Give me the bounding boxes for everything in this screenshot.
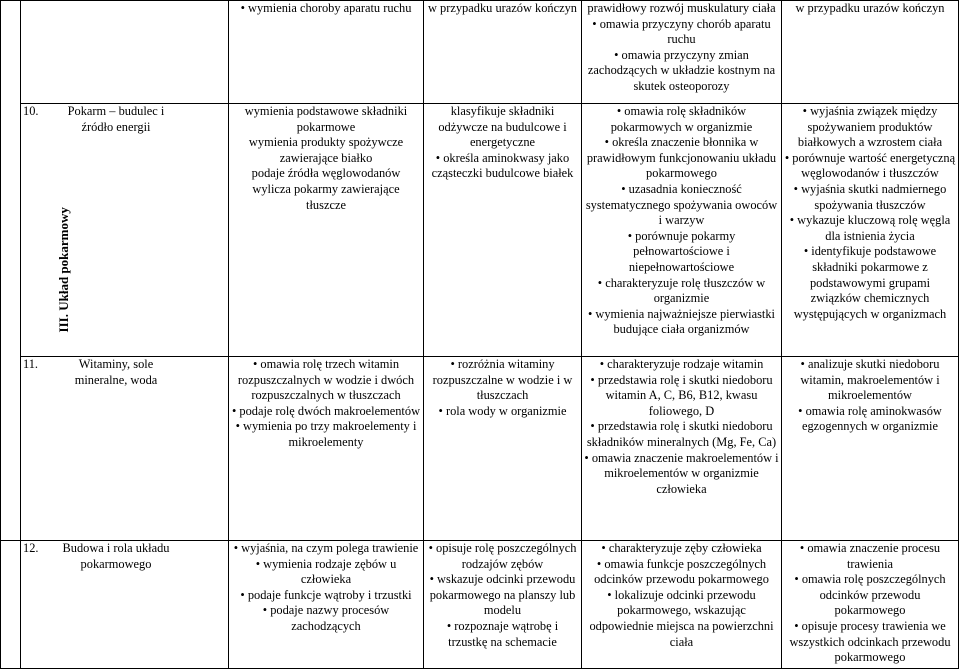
list-item: • identyfikuje podstawowe składniki pokarmowe z podstawowymi grupami związków chemicznych występujących w organizmach (784, 244, 956, 322)
table-row (1, 104, 959, 357)
list-item: • rozpoznaje wątrobę i trzustkę na schemacie (426, 619, 579, 650)
list-item: • opisuje procesy trawienia we wszystkich odcinkach przewodu pokarmowego (784, 619, 956, 666)
list-item: • wymienia choroby aparatu ruchu (231, 1, 421, 17)
list-item: • analizuje skutki niedoboru witamin, makroelementów i mikroelementów (784, 357, 956, 404)
basic-requirements-cell (229, 104, 424, 357)
extended-requirements-cell (424, 541, 582, 669)
list-item: • wymienia po trzy makroelementy i mikroelementy (231, 419, 421, 450)
list-item: • charakteryzuje rodzaje witamin (584, 357, 779, 373)
list-item: klasyfikuje składniki odżywcze na budulcowe i energetyczne (438, 104, 567, 150)
extended-requirements-cell (424, 1, 582, 104)
section-label-cell-empty (1, 541, 21, 669)
list-item: podaje źródła węglowodanów (251, 166, 401, 181)
table-row-continued (1, 1, 959, 104)
basic-requirements-cell (229, 541, 424, 669)
list-item: • wyjaśnia skutki nadmiernego spożywania tłuszczów (784, 182, 956, 213)
table-row (1, 357, 959, 541)
section-label: III. Układ pokarmowy (55, 207, 71, 333)
list-item: w przypadku urazów kończyn (795, 1, 945, 15)
lesson-number: 12. (23, 541, 39, 555)
topic-cell (21, 104, 229, 357)
list-item: • podaje nazwy procesów zachodzących (231, 603, 421, 634)
basic-requirements-cell (229, 1, 424, 104)
list-item: • podaje rolę dwóch makroelementów (231, 404, 421, 420)
list-item: • wymienia najważniejsze pierwiastki budujące ciała organizmów (584, 307, 779, 338)
list-item: • omawia znaczenie makroelementów i mikroelementów w organizmie człowieka (584, 451, 779, 498)
list-item: • rola wody w organizmie (426, 404, 579, 420)
list-item: • omawia rolę składników pokarmowych w organizmie (584, 104, 779, 135)
advanced-requirements-cell (582, 1, 782, 104)
lesson-number: 11. (23, 357, 39, 371)
lesson-number: 10. (23, 104, 39, 118)
top-requirements-cell (782, 104, 959, 357)
list-item: • określa aminokwasy jako cząsteczki budulcowe białek (426, 151, 579, 182)
list-item: • porównuje wartość energetyczną węglowodanów i tłuszczów (784, 151, 956, 182)
list-item: • wykazuje kluczową rolę węgla dla istnienia życia (784, 213, 956, 244)
list-item: • charakteryzuje zęby człowieka (584, 541, 779, 557)
advanced-requirements-cell (582, 541, 782, 669)
list-item: • wyjaśnia, na czym polega trawienie (231, 541, 421, 557)
list-item: w przypadku urazów kończyn (428, 1, 577, 15)
list-item: wymienia produkty spożywcze zawierające białko (248, 135, 404, 165)
list-item: • omawia znaczenie procesu trawienia (784, 541, 956, 572)
top-requirements-cell (782, 1, 959, 104)
top-requirements-cell (782, 357, 959, 541)
list-item: • wyjaśnia związek między spożywaniem produktów białkowych a wzrostem ciała (784, 104, 956, 151)
basic-requirements-cell (229, 357, 424, 541)
list-item: • omawia funkcje poszczególnych odcinków przewodu pokarmowego (584, 557, 779, 588)
topic-cell (21, 357, 229, 541)
list-item: prawidłowy rozwój muskulatury ciała (587, 1, 776, 15)
extended-requirements-cell (424, 104, 582, 357)
list-item: • uzasadnia konieczność systematycznego spożywania owoców i warzyw (584, 182, 779, 229)
list-item: wylicza pokarmy zawierające tłuszcze (252, 181, 400, 212)
list-item: wymienia podstawowe składniki pokarmowe (244, 104, 408, 134)
list-item: • omawia przyczyny chorób aparatu ruchu (592, 16, 771, 47)
list-item: • wymienia rodzaje zębów u człowieka (231, 557, 421, 588)
list-item: • lokalizuje odcinki przewodu pokarmowego, wskazując odpowiednie miejsca na powierzchni ciała (584, 588, 779, 650)
extended-requirements-cell (424, 357, 582, 541)
list-item: • wskazuje odcinki przewodu pokarmowego na planszy lub modelu (426, 572, 579, 619)
list-item: • rozróżnia witaminy rozpuszczalne w wodzie i w tłuszczach (426, 357, 579, 404)
table-row (1, 541, 959, 669)
list-item: • określa znaczenie błonnika w prawidłowym funkcjonowaniu układu pokarmowego (584, 135, 779, 182)
advanced-requirements-cell (582, 104, 782, 357)
list-item: • omawia przyczyny zmian zachodzących w układzie kostnym na skutek osteoporozy (587, 47, 776, 93)
lesson-title: Pokarm – budulec i źródło energii (67, 104, 165, 134)
lesson-title: Witaminy, sole mineralne, woda (74, 357, 158, 387)
lesson-title: Budowa i rola układu pokarmowego (62, 541, 170, 571)
list-item: • omawia rolę trzech witamin rozpuszczalnych w wodzie i dwóch rozpuszczalnych w tłuszczach (231, 357, 421, 404)
list-item: • podaje funkcje wątroby i trzustki (231, 588, 421, 604)
advanced-requirements-cell (582, 357, 782, 541)
list-item: • porównuje pokarmy pełnowartościowe i niepełnowartościowe (584, 229, 779, 276)
topic-cell (21, 541, 229, 669)
top-requirements-cell (782, 541, 959, 669)
list-item: • przedstawia rolę i skutki niedoboru składników mineralnych (Mg, Fe, Ca) (584, 419, 779, 450)
list-item: • opisuje rolę poszczególnych rodzajów zębów (426, 541, 579, 572)
list-item: • omawia rolę aminokwasów egzogennych w organizmie (784, 404, 956, 435)
list-item: • przedstawia rolę i skutki niedoboru witamin A, C, B6, B12, kwasu foliowego, D (584, 373, 779, 420)
list-item: • omawia rolę poszczególnych odcinków przewodu pokarmowego (784, 572, 956, 619)
list-item: • charakteryzuje rolę tłuszczów w organizmie (584, 276, 779, 307)
topic-cell-empty (21, 1, 229, 104)
